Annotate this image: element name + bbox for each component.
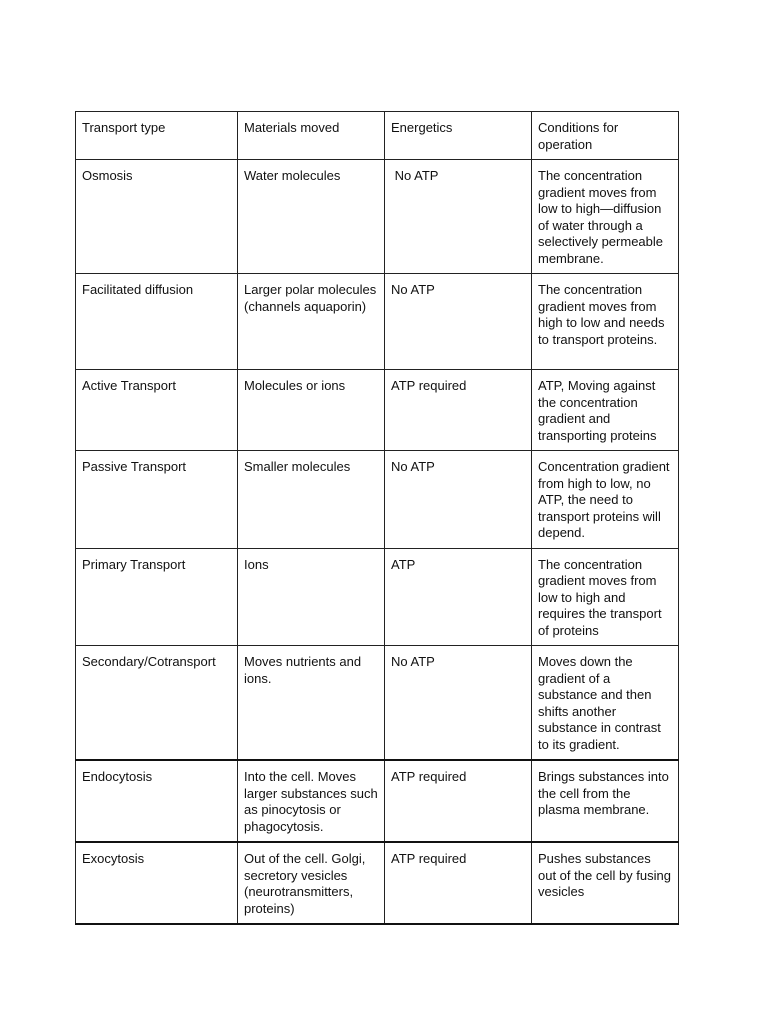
cell-conditions: ATP, Moving against the concentration gradient and transporting proteins (532, 370, 679, 451)
cell-transport-type: Active Transport (76, 370, 238, 451)
header-conditions: Conditions for operation (532, 112, 679, 160)
cell-energetics: No ATP (385, 160, 532, 274)
cell-materials-moved: Ions (238, 548, 385, 646)
table-row (76, 646, 679, 761)
table-row (76, 760, 679, 842)
table-row (76, 274, 679, 370)
cell-energetics: No ATP (385, 646, 532, 761)
cell-materials-moved: Into the cell. Moves larger substances such as pinocytosis or phagocytosis. (238, 760, 385, 842)
cell-conditions: The concentration gradient moves from low to high—diffusion of water through a selectively permeable membrane. (532, 160, 679, 274)
cell-conditions: Pushes substances out of the cell by fusing vesicles (532, 842, 679, 924)
table-row (76, 160, 679, 274)
cell-transport-type: Facilitated diffusion (76, 274, 238, 370)
cell-transport-type: Endocytosis (76, 760, 238, 842)
cell-transport-type: Exocytosis (76, 842, 238, 924)
cell-energetics: No ATP (385, 274, 532, 370)
table-header-row (76, 112, 679, 160)
cell-energetics: ATP (385, 548, 532, 646)
cell-materials-moved: Out of the cell. Golgi, secretory vesicles (neurotransmitters, proteins) (238, 842, 385, 924)
cell-transport-type: Secondary/Cotransport (76, 646, 238, 761)
header-transport-type: Transport type (76, 112, 238, 160)
cell-materials-moved: Water molecules (238, 160, 385, 274)
cell-materials-moved: Smaller molecules (238, 451, 385, 549)
table-row (76, 451, 679, 549)
cell-transport-type: Passive Transport (76, 451, 238, 549)
table-row (76, 842, 679, 924)
cell-conditions: The concentration gradient moves from high to low and needs to transport proteins. (532, 274, 679, 370)
cell-conditions: Concentration gradient from high to low, no ATP, the need to transport proteins will depend. (532, 451, 679, 549)
table-row (76, 548, 679, 646)
cell-conditions: Brings substances into the cell from the plasma membrane. (532, 760, 679, 842)
cell-energetics: ATP required (385, 842, 532, 924)
header-materials-moved: Materials moved (238, 112, 385, 160)
cell-conditions: Moves down the gradient of a substance and then shifts another substance in contrast to its gradient. (532, 646, 679, 761)
header-energetics: Energetics (385, 112, 532, 160)
table-row (76, 370, 679, 451)
cell-materials-moved: Larger polar molecules (channels aquaporin) (238, 274, 385, 370)
cell-materials-moved: Molecules or ions (238, 370, 385, 451)
cell-energetics: ATP required (385, 370, 532, 451)
cell-transport-type: Osmosis (76, 160, 238, 274)
cell-materials-moved: Moves nutrients and ions. (238, 646, 385, 761)
cell-energetics: ATP required (385, 760, 532, 842)
transport-comparison-table (75, 111, 679, 925)
cell-conditions: The concentration gradient moves from low to high and requires the transport of proteins (532, 548, 679, 646)
cell-transport-type: Primary Transport (76, 548, 238, 646)
cell-energetics: No ATP (385, 451, 532, 549)
